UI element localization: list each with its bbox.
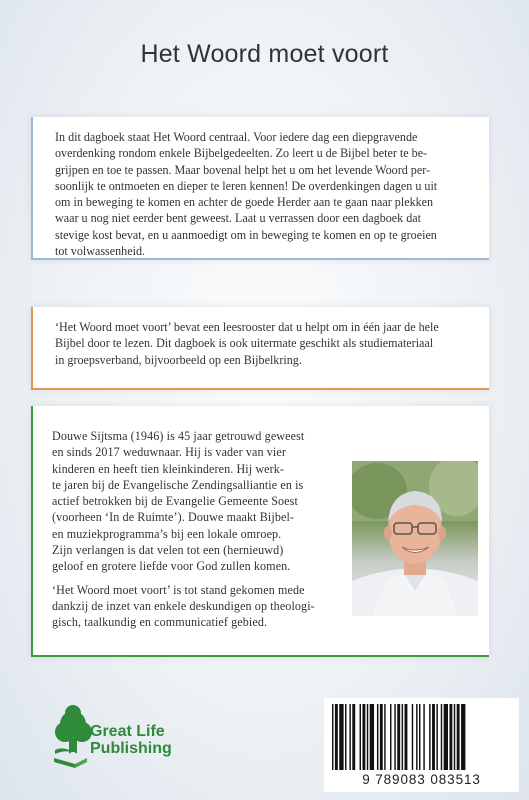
publisher-name xyxy=(90,723,172,757)
barcode-bar xyxy=(339,704,343,770)
intro-line: In dit dagboek staat Het Woord centraal. Voor iedere dag een diepgravende xyxy=(55,130,418,144)
credits-line: ‘Het Woord moet voort’ is tot stand gekomen mede xyxy=(52,582,305,597)
bio-line: Zijn verlangen is dat velen tot een (hernieuwd) xyxy=(52,543,284,558)
barcode-bar xyxy=(457,704,460,770)
author-bio-text xyxy=(52,428,332,575)
barcode-bar xyxy=(416,704,417,770)
intro-line: stevige kost bevat, en u aanmoedigt om in beweging te komen en op te groeien xyxy=(55,227,437,242)
reading-plan-line: Bijbel door te lezen. Dit dagboek is ook uitermate geschikt als studiemateriaal xyxy=(55,336,434,351)
barcode-bar xyxy=(360,704,361,770)
barcode-bar xyxy=(384,704,385,770)
barcode-bar xyxy=(377,704,378,770)
tree-icon xyxy=(54,705,92,768)
intro-line: om in beweging te komen en achter de goede Herder aan te gaan naar plekken xyxy=(55,195,434,210)
reading-plan-box xyxy=(31,307,489,390)
intro-text xyxy=(55,129,469,259)
author-bio xyxy=(52,428,332,631)
bio-line: (voorheen ‘In de Ruimte’). Douwe maakt Bijbel- xyxy=(52,510,295,525)
publisher-line1: Great Life xyxy=(90,723,165,740)
barcode-bar xyxy=(362,704,365,770)
barcode-bar xyxy=(397,704,400,770)
barcode-bar xyxy=(429,704,430,770)
barcode-bar xyxy=(461,704,465,770)
barcode-bar xyxy=(412,704,413,770)
barcode-bar xyxy=(436,704,437,770)
bio-line: en muziekprogramma’s bij een lokale omroep. xyxy=(52,526,282,541)
intro-line: overdenking rondom enkele Bijbelgedeelten. Zo leert u de Bijbel beter te be- xyxy=(55,146,428,161)
barcode xyxy=(324,698,519,792)
barcode-bars xyxy=(324,698,519,770)
barcode-bar xyxy=(352,704,355,770)
barcode-bar xyxy=(402,704,403,770)
barcode-number: 9 789083 083513 xyxy=(362,772,481,787)
intro-box xyxy=(31,117,489,260)
book-title: Het Woord moet voort xyxy=(140,40,389,68)
intro-line: grijpen en toe te passen. Maar bovenal helpt het u om het levende Woord per- xyxy=(55,162,431,177)
intro-line: soonlijk te ontmoeten en dieper te leren kennen! De overdenkingen dagen u uit xyxy=(55,178,438,193)
barcode-bar xyxy=(454,704,455,770)
barcode-bar xyxy=(390,704,391,770)
barcode-bar xyxy=(394,704,395,770)
author-photo xyxy=(352,461,478,616)
bio-line: Douwe Sijtsma (1946) is 45 jaar getrouwd geweest xyxy=(52,429,305,443)
barcode-bar xyxy=(370,704,374,770)
credits-text xyxy=(52,582,332,631)
barcode-bar xyxy=(419,704,420,770)
credits-line: dankzij de inzet van enkele deskundigen op theologi- xyxy=(52,598,315,613)
barcode-bar xyxy=(432,704,435,770)
barcode-bar xyxy=(380,704,383,770)
bio-line: en sinds 2017 weduwnaar. Hij is vader van vier xyxy=(52,445,286,460)
bio-line: actief betrokken bij de Evangelie Gemeente Soest xyxy=(52,494,298,509)
reading-plan-text xyxy=(55,319,471,368)
barcode-bar xyxy=(423,704,424,770)
bio-line: te jaren bij de Evangelische Zendingsalliantie en is xyxy=(52,477,304,492)
intro-line: waar u nog niet eerder bent geweest. Laat u verrassen door een dagboek dat xyxy=(55,211,422,226)
publisher-line2: Publishing xyxy=(90,740,172,757)
author-portrait xyxy=(352,461,478,616)
barcode-bar xyxy=(345,704,346,770)
credits-line: gisch, taalkundig en communicatief gebied. xyxy=(52,615,268,630)
bio-line: kinderen en heeft tien kleinkinderen. Hij werk- xyxy=(52,461,285,476)
author-box xyxy=(31,406,489,657)
barcode-bar xyxy=(405,704,408,770)
barcode-bar xyxy=(367,704,368,770)
barcode-bar xyxy=(444,704,448,770)
barcode-bar xyxy=(332,704,333,770)
barcode-bar xyxy=(349,704,350,770)
bio-line: geloof en grotere liefde voor God zullen komen. xyxy=(52,559,291,574)
barcode-bar xyxy=(449,704,452,770)
reading-plan-line: in groepsverband, bijvoorbeeld op een Bijbelkring. xyxy=(55,352,302,367)
intro-line: tot volwassenheid. xyxy=(55,244,146,259)
barcode-bar xyxy=(335,704,338,770)
barcode-bar xyxy=(441,704,442,770)
reading-plan-line: ‘Het Woord moet voort’ bevat een leesrooster dat u helpt om in één jaar de hele xyxy=(55,320,439,334)
